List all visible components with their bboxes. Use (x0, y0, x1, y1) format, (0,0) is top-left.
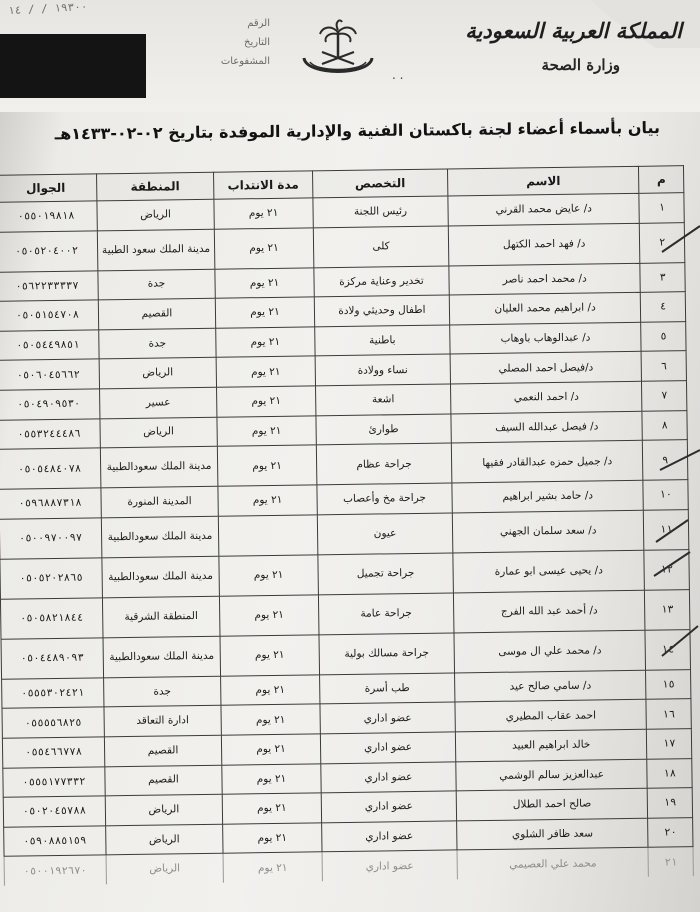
assignment-duration: ٢١ يوم (220, 635, 320, 676)
member-name: عبدالعزيز سالم الوشمي (456, 759, 648, 791)
member-name: احمد عقاب المطيري (455, 700, 647, 732)
member-phone: ٠٥٠٥١٥٤٧٠٨ (0, 300, 99, 331)
member-phone: ٠٥٠٠٩٧٠٠٩٧ (0, 518, 102, 559)
row-num: ٢١ (648, 847, 693, 877)
col-header-name: الاسم (447, 166, 639, 196)
assignment-duration: ٢١ يوم (221, 734, 320, 765)
row-num: ١٢ (644, 549, 689, 590)
member-phone: ٠٥٠٥٢٠٢٨٦٥ (0, 558, 102, 599)
member-phone: ٠٥٦٢٢٣٣٣٣٧ (0, 270, 98, 301)
row-num: ٨ (642, 410, 687, 440)
member-name: د/ عبدالوهاب باوهاب (450, 322, 642, 354)
member-region: جدة (103, 676, 220, 707)
assignment-duration: ٢١ يوم (214, 198, 313, 229)
row-num: ٢٠ (648, 817, 693, 847)
member-region: مدينة الملك سعود الطبية (97, 229, 215, 271)
member-specialty: نساء وولادة (315, 354, 450, 385)
member-region: الرياض (106, 824, 223, 855)
member-name: د/ يحيى عيسى ابو عمارة (453, 550, 645, 593)
assignment-duration: ٢١ يوم (216, 386, 315, 417)
member-name: د/ حامد بشير ابراهيم (452, 480, 644, 512)
assignment-duration: ٢١ يوم (215, 267, 314, 298)
row-num: ١٨ (647, 758, 692, 788)
member-phone: ٠٥٥٠١٩٨١٨ (0, 201, 97, 232)
member-specialty: باطنية (315, 325, 450, 356)
row-num: ٥ (641, 321, 686, 351)
ministry-name: وزارة الصحة (541, 56, 620, 74)
assignment-duration: ٢١ يوم (215, 297, 314, 328)
member-phone: ٠٥٠٥٢٠٤٠٠٢ (0, 230, 98, 271)
member-phone: ٠٥٠٥٤٨٤٠٧٨ (0, 448, 101, 489)
assignment-duration: ٢١ يوم (218, 485, 317, 516)
member-specialty: جراحة مخ وأعصاب (317, 483, 452, 514)
member-specialty: عيون (317, 513, 452, 555)
row-num: ١١ (644, 509, 689, 550)
member-specialty: جراحة عظام (316, 443, 451, 485)
member-phone: ٠٥٠٥٤٤٩٨٥١ (0, 330, 99, 361)
member-region: الرياض (99, 358, 216, 389)
member-name: خالد ابراهيم العبيد (455, 729, 647, 761)
assignment-duration: ٢١ يوم (219, 555, 319, 596)
member-specialty: عضو اداري (322, 850, 457, 881)
kingdom-name: المملكة العربية السعودية (465, 18, 682, 43)
member-region: الرياض (106, 853, 223, 884)
member-specialty: طب أسرة (320, 673, 455, 704)
member-region: ادارة التعاقد (104, 706, 221, 737)
member-name: د/ محمد احمد ناصر (449, 263, 641, 295)
assignment-duration: ٢١ يوم (221, 675, 320, 706)
member-phone: ٠٥٥٥٥٦٨٢٥ (2, 707, 104, 738)
redaction-block (0, 34, 146, 98)
member-phone: ٠٥٥٥١٧٧٣٣٢ (3, 766, 105, 797)
member-region: مدينة الملك سعودالطبية (103, 636, 221, 678)
member-specialty: رئيس اللجنة (313, 196, 448, 227)
member-name: سعد ظافر الشلوي (457, 818, 649, 850)
member-region: مدينة الملك سعودالطبية (100, 446, 218, 488)
row-num: ١٤ (645, 629, 690, 670)
assignment-duration: ٢١ يوم (221, 704, 320, 735)
member-specialty: كلى (313, 226, 448, 268)
member-name: د/ جميل حمزه عبدالقادر فقيها (451, 440, 643, 483)
member-name: د/ سامي صالح عيد (454, 670, 646, 702)
row-num: ١٣ (645, 589, 690, 630)
col-header-spec: التخصص (312, 169, 447, 198)
handwritten-reference: ١٩٣٠٠ / / ١٤ (7, 0, 88, 18)
assignment-duration: ٢١ يوم (223, 823, 322, 854)
row-num: ٤ (641, 292, 686, 322)
member-specialty: طوارئ (316, 414, 451, 445)
col-header-duration: مدة الانتداب (213, 171, 312, 199)
member-region: الرياض (100, 417, 217, 448)
member-name: د/ فيصل عبدالله السيف (451, 411, 643, 443)
member-specialty: عضو اداري (321, 791, 456, 822)
member-phone: ٠٥٥٣٢٤٤٤٨٦ (0, 418, 100, 449)
member-name: د/ فهد احمد الكتهل (448, 223, 640, 266)
assignment-duration: ٢١ يوم (222, 793, 321, 824)
member-phone: ٠٥٠٥٨٢١٨٤٤ (0, 598, 102, 639)
member-specialty: عضو اداري (320, 732, 455, 763)
member-name: محمد علي العصيمي (457, 848, 649, 880)
assignment-duration: ٢١ يوم (217, 445, 317, 486)
member-specialty: جراحة مسالك بولية (319, 633, 454, 675)
member-name: صالح احمد الطلال (456, 788, 648, 820)
document-title: بيان بأسماء أعضاء لجنة باكستان الفنية والإدارية الموفدة بتاريخ ٠٢-٠٢-١٤٣٣هـ (54, 118, 661, 144)
member-specialty: جراحة عامة (318, 593, 453, 635)
member-specialty: عضو اداري (322, 821, 457, 852)
assignment-duration (218, 515, 318, 556)
member-phone: ٠٥٠٤٤٨٩٠٩٣ (1, 638, 103, 679)
row-num: ١٠ (643, 480, 688, 510)
member-region: جدة (99, 328, 216, 359)
member-specialty: عضو اداري (321, 761, 456, 792)
member-name: د/ احمد النعمي (450, 381, 642, 413)
row-num: ٢ (640, 222, 685, 263)
meta-label-date: التاريخ (244, 37, 270, 48)
assignment-duration: ٢١ يوم (216, 356, 315, 387)
meta-label-attachments: المشفوعات (220, 56, 270, 67)
member-specialty: جراحة تجميل (318, 553, 453, 595)
letterhead-dots: . . (392, 68, 404, 82)
table-body (0, 193, 693, 886)
member-region: جدة (98, 269, 215, 300)
member-region: المدينة المنورة (101, 486, 218, 517)
letter-meta-labels (160, 14, 270, 71)
member-specialty: تخدير وعناية مركزة (314, 266, 449, 297)
member-region: مدينة الملك سعودالطبية (101, 516, 219, 558)
member-phone: ٠٥٩٠٨٨٥١٥٩ (4, 826, 106, 857)
assignment-duration: ٢١ يوم (214, 227, 314, 268)
member-specialty: اشعة (315, 384, 450, 415)
row-num: ٩ (643, 440, 688, 481)
assignment-duration: ٢١ يوم (219, 595, 319, 636)
member-name: د/ أحمد عبد الله الفرج (453, 590, 645, 633)
member-phone: ٠٥٠٢٠٤٥٧٨٨ (3, 796, 105, 827)
committee-table-container (0, 165, 694, 886)
meta-label-number: الرقم (247, 18, 270, 29)
row-num: ٦ (641, 351, 686, 381)
assignment-duration: ٢١ يوم (223, 852, 322, 883)
assignment-duration: ٢١ يوم (216, 327, 315, 358)
col-header-num: م (639, 166, 684, 194)
member-phone: ٠٥٥٤٦٦٧٧٨ (2, 737, 104, 768)
committee-table (0, 165, 694, 886)
member-phone: ٠٥٥٥٣٠٢٤٢١ (2, 678, 104, 709)
row-num: ٧ (642, 381, 687, 411)
member-region: القصيم (98, 298, 215, 329)
member-specialty: عضو اداري (320, 702, 455, 733)
assignment-duration: ٢١ يوم (217, 415, 316, 446)
member-region: الرياض (105, 794, 222, 825)
member-region: عسير (99, 387, 216, 418)
member-name: د/فيصل احمد المصلي (450, 352, 642, 384)
member-name: د/ محمد علي ال موسى (454, 630, 646, 673)
row-num: ١ (639, 193, 684, 223)
palm-swords-emblem-icon (296, 18, 380, 82)
row-num: ١٥ (646, 669, 691, 699)
member-specialty: اطفال وحديثي ولادة (314, 295, 449, 326)
row-num: ١٧ (647, 729, 692, 759)
assignment-duration: ٢١ يوم (222, 763, 321, 794)
member-region: القصيم (104, 735, 221, 766)
row-num: ١٦ (646, 699, 691, 729)
member-name: د/ ابراهيم محمد العليان (449, 292, 641, 324)
member-phone: ٠٥٩٦٨٨٧٣١٨ (0, 488, 101, 519)
member-region: مدينة الملك سعودالطبية (102, 556, 220, 598)
col-header-region: المنطقة (96, 172, 213, 201)
member-phone: ٠٥٠٦٠٤٥٦٦٢ (0, 359, 99, 390)
member-phone: ٠٥٠٠١٩٢٦٧٠ (4, 855, 106, 886)
member-region: الرياض (97, 199, 214, 230)
member-phone: ٠٥٠٤٩٠٩٥٣٠ (0, 389, 100, 420)
member-name: د/ عايض محمد القرني (448, 193, 640, 225)
member-region: القصيم (105, 765, 222, 796)
row-num: ٣ (640, 262, 685, 292)
row-num: ١٩ (648, 788, 693, 818)
col-header-phone: الجوال (0, 174, 97, 202)
member-region: المنطقة الشرقية (102, 596, 220, 638)
member-name: د/ سعد سلمان الجهني (452, 510, 644, 553)
